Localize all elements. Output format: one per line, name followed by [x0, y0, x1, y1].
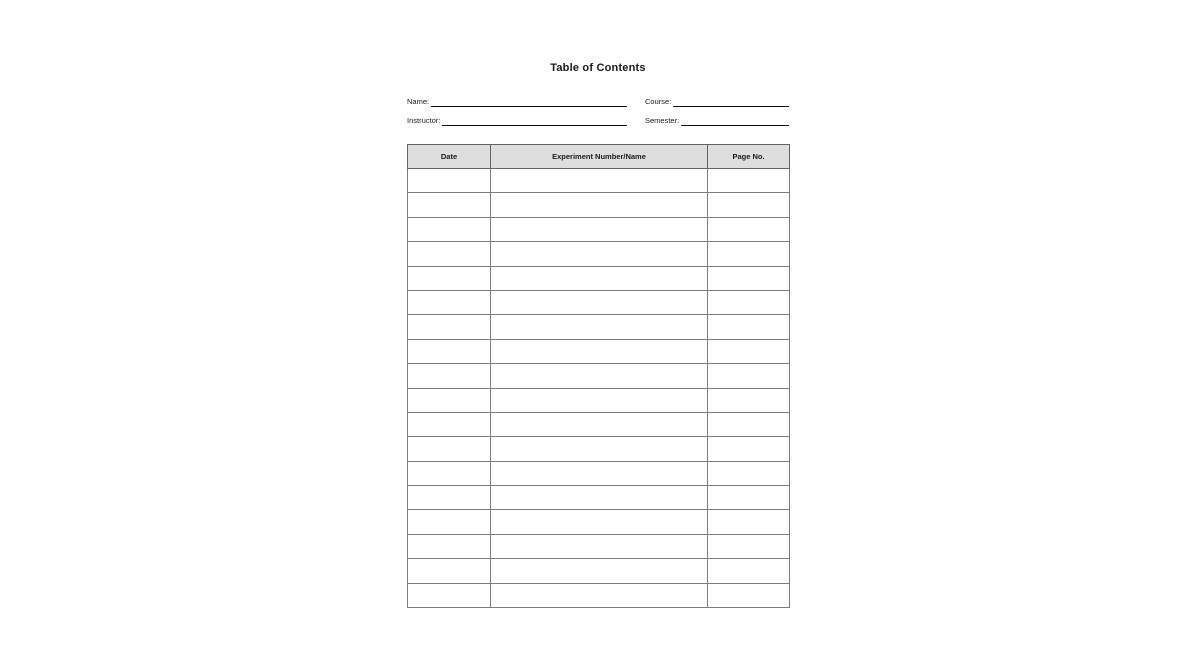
meta-row-1: [407, 88, 789, 107]
table-row: [408, 169, 790, 193]
cell-page-no[interactable]: [708, 486, 790, 510]
cell-experiment[interactable]: [491, 266, 708, 290]
field-name-label: Name:: [407, 97, 430, 106]
table-row: [408, 339, 790, 363]
table-row: [408, 388, 790, 412]
cell-date[interactable]: [408, 437, 491, 461]
cell-experiment[interactable]: [491, 412, 708, 436]
cell-date[interactable]: [408, 559, 491, 583]
cell-date[interactable]: [408, 242, 491, 266]
cell-page-no[interactable]: [708, 266, 790, 290]
cell-date[interactable]: [408, 510, 491, 534]
table-row: [408, 193, 790, 217]
table-row: [408, 510, 790, 534]
cell-date[interactable]: [408, 217, 491, 241]
field-course-label: Course:: [645, 97, 672, 106]
cell-page-no[interactable]: [708, 217, 790, 241]
cell-date[interactable]: [408, 412, 491, 436]
column-header-experiment: Experiment Number/Name: [491, 145, 708, 169]
cell-experiment[interactable]: [491, 169, 708, 193]
cell-date[interactable]: [408, 461, 491, 485]
cell-page-no[interactable]: [708, 510, 790, 534]
meta-fields: [407, 88, 789, 126]
table-row: [408, 290, 790, 314]
cell-page-no[interactable]: [708, 193, 790, 217]
cell-page-no[interactable]: [708, 461, 790, 485]
cell-experiment[interactable]: [491, 242, 708, 266]
cell-date[interactable]: [408, 315, 491, 339]
table-row: [408, 534, 790, 558]
column-header-date: Date: [408, 145, 491, 169]
cell-page-no[interactable]: [708, 437, 790, 461]
field-course[interactable]: [645, 97, 789, 107]
cell-page-no[interactable]: [708, 315, 790, 339]
cell-experiment[interactable]: [491, 364, 708, 388]
field-course-rule[interactable]: [673, 97, 789, 107]
cell-experiment[interactable]: [491, 583, 708, 607]
field-name-rule[interactable]: [431, 97, 627, 107]
cell-experiment[interactable]: [491, 486, 708, 510]
cell-experiment[interactable]: [491, 339, 708, 363]
cell-page-no[interactable]: [708, 559, 790, 583]
table-row: [408, 266, 790, 290]
field-name[interactable]: [407, 97, 645, 107]
table-row: [408, 412, 790, 436]
table-row: [408, 559, 790, 583]
cell-date[interactable]: [408, 339, 491, 363]
table-body: [408, 169, 790, 608]
cell-date[interactable]: [408, 486, 491, 510]
cell-date[interactable]: [408, 169, 491, 193]
cell-date[interactable]: [408, 193, 491, 217]
table-row: [408, 583, 790, 607]
cell-page-no[interactable]: [708, 364, 790, 388]
cell-experiment[interactable]: [491, 437, 708, 461]
cell-experiment[interactable]: [491, 193, 708, 217]
cell-experiment[interactable]: [491, 388, 708, 412]
cell-page-no[interactable]: [708, 169, 790, 193]
field-instructor-rule[interactable]: [442, 116, 627, 126]
table-row: [408, 461, 790, 485]
page-title: Table of Contents: [550, 62, 646, 74]
cell-page-no[interactable]: [708, 290, 790, 314]
field-instructor[interactable]: [407, 116, 645, 126]
field-semester-label: Semester:: [645, 116, 680, 125]
cell-experiment[interactable]: [491, 461, 708, 485]
cell-page-no[interactable]: [708, 534, 790, 558]
cell-page-no[interactable]: [708, 242, 790, 266]
cell-experiment[interactable]: [491, 217, 708, 241]
cell-page-no[interactable]: [708, 583, 790, 607]
table-row: [408, 437, 790, 461]
table-header: [408, 145, 790, 169]
table-of-contents-table: [407, 144, 790, 608]
table-header-row: [408, 145, 790, 169]
cell-page-no[interactable]: [708, 412, 790, 436]
table-row: [408, 217, 790, 241]
cell-date[interactable]: [408, 290, 491, 314]
cell-date[interactable]: [408, 364, 491, 388]
table-row: [408, 242, 790, 266]
cell-date[interactable]: [408, 583, 491, 607]
cell-experiment[interactable]: [491, 534, 708, 558]
cell-experiment[interactable]: [491, 510, 708, 534]
table-row: [408, 315, 790, 339]
column-header-page-no: Page No.: [708, 145, 790, 169]
table-row: [408, 364, 790, 388]
cell-experiment[interactable]: [491, 559, 708, 583]
cell-experiment[interactable]: [491, 315, 708, 339]
cell-date[interactable]: [408, 266, 491, 290]
cell-date[interactable]: [408, 534, 491, 558]
field-semester-rule[interactable]: [681, 116, 789, 126]
meta-row-2: [407, 107, 789, 126]
cell-page-no[interactable]: [708, 339, 790, 363]
cell-date[interactable]: [408, 388, 491, 412]
cell-page-no[interactable]: [708, 388, 790, 412]
field-instructor-label: Instructor:: [407, 116, 441, 125]
cell-experiment[interactable]: [491, 290, 708, 314]
table-row: [408, 486, 790, 510]
field-semester[interactable]: [645, 116, 789, 126]
